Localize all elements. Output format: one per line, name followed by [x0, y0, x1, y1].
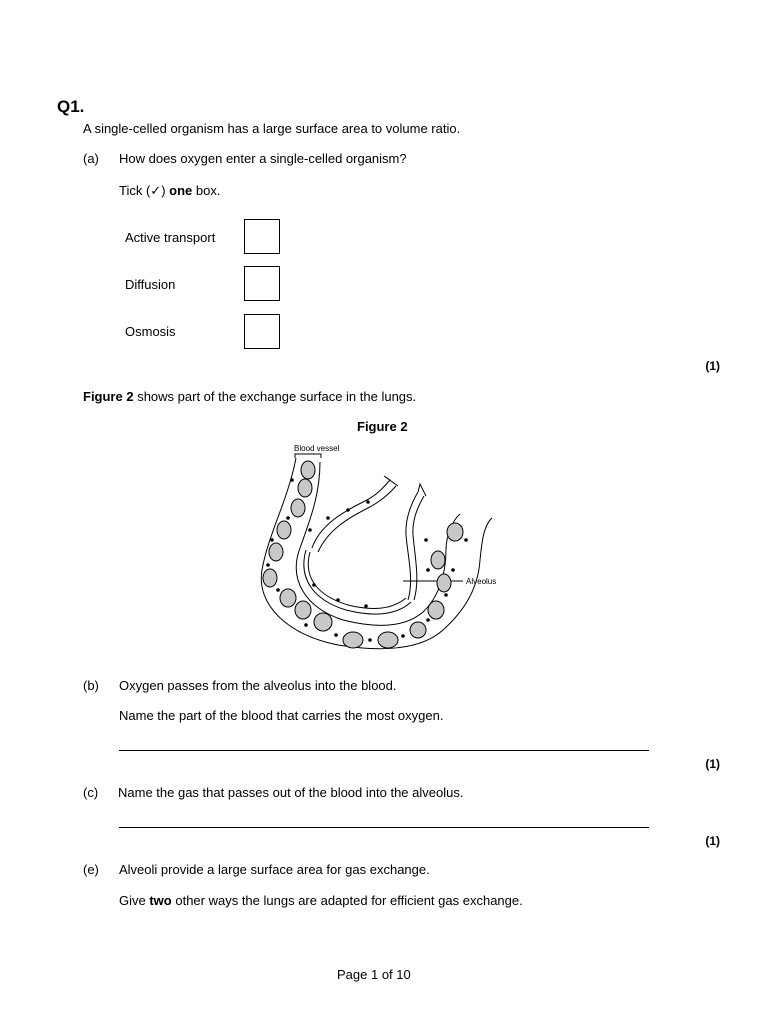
- question-intro: A single-celled organism has a large surface area to volume ratio.: [83, 121, 461, 136]
- option-label-osmosis: Osmosis: [125, 324, 176, 339]
- label-blood-vessel: Blood vessel: [294, 444, 340, 453]
- figure-caption: Figure 2: [357, 419, 408, 434]
- alveolus-diagram: [248, 440, 520, 660]
- part-e-q-prefix: Give: [119, 893, 150, 908]
- part-e-question: [119, 893, 523, 908]
- tick-instruction: [119, 183, 220, 199]
- tick-suffix: box.: [192, 183, 221, 198]
- part-c-label: (c): [83, 785, 99, 800]
- part-b-answer-line[interactable]: [119, 750, 649, 751]
- part-a-question: How does oxygen enter a single-celled organism?: [119, 151, 407, 166]
- label-alveolus: Alveolus: [466, 577, 497, 586]
- part-e-q-bold: two: [149, 893, 172, 908]
- question-number: Q1.: [57, 97, 85, 116]
- part-a-label: (a): [83, 151, 99, 166]
- part-b-statement: Oxygen passes from the alveolus into the blood.: [119, 678, 397, 693]
- option-label-diffusion: Diffusion: [125, 277, 176, 292]
- check-mark-icon: ✓: [150, 183, 162, 198]
- part-e-statement: Alveoli provide a large surface area for gas exchange.: [119, 862, 430, 877]
- option-checkbox-osmosis[interactable]: [244, 314, 280, 349]
- tick-prefix: Tick (: [119, 183, 151, 198]
- figure-intro: [83, 389, 416, 404]
- part-e-label: (e): [83, 862, 99, 877]
- part-b-label: (b): [83, 678, 99, 693]
- part-a-marks: (1): [705, 359, 720, 373]
- figure-intro-rest: shows part of the exchange surface in the lungs.: [133, 389, 417, 404]
- page-footer: Page 1 of 10: [337, 967, 411, 982]
- tick-bold: one: [169, 183, 193, 198]
- part-b-marks: (1): [705, 757, 720, 771]
- figure-intro-bold: Figure 2: [83, 389, 134, 404]
- option-checkbox-active-transport[interactable]: [244, 219, 280, 254]
- part-c-answer-line[interactable]: [119, 827, 649, 828]
- option-checkbox-diffusion[interactable]: [244, 266, 280, 301]
- part-e-q-suffix: other ways the lungs are adapted for efficient gas exchange.: [171, 893, 523, 908]
- tick-mid: ): [161, 183, 170, 198]
- part-c-marks: (1): [705, 834, 720, 848]
- part-b-question: Name the part of the blood that carries the most oxygen.: [119, 708, 444, 723]
- option-label-active-transport: Active transport: [125, 230, 216, 245]
- part-c-question: Name the gas that passes out of the blood into the alveolus.: [118, 785, 464, 800]
